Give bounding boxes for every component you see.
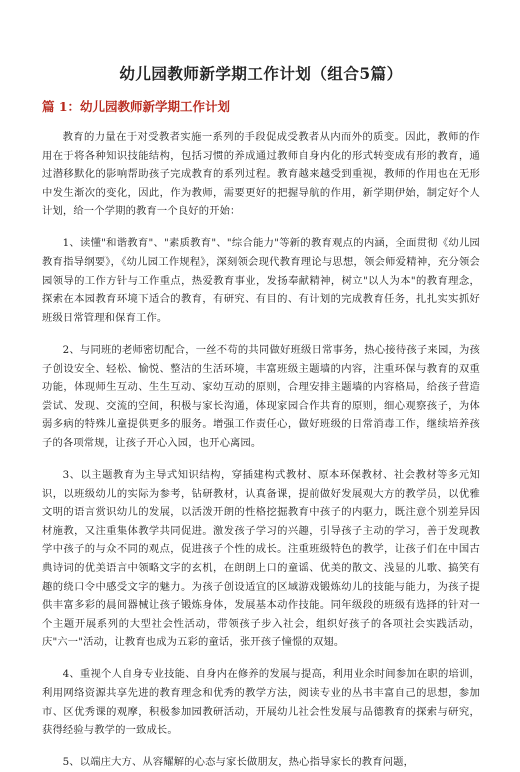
paragraph-item-1: 1、读懂"和谐教育"、"素质教育"、"综合能力"等新的教育观点的内涵，全面贯彻《幼儿园教育指导纲要》，《幼儿园工作规程》，深刻领会现代教育理论与思想，领会师爱精神，充分领会园领导的工作方针与工作重点，热爱教育事业，发扬奉献精神，树立"以人为本"的教育理念，探索在本园教育环境下适合的教育，有研究、有目的、有计划的完成教育任务，扎扎实实抓好班级日常管理和保育工作。 xyxy=(42,237,480,324)
paragraph-item-4: 4、重视个人自身专业技能、自身内在修养的发展与提高，利用业余时间参加在职的培训，利用网络资源共享先进的教育理念和优秀的教学方法，阅读专业的丛书丰富自己的思想，参加市、区优秀课的观摩，积极参加园教研活动，开展幼儿社会性发展与品德教育的探索与研究，获得经验与教学的一致成长。 xyxy=(42,668,480,737)
paragraph-item-5: 5、以端庄大方、从容耀解的心态与家长做朋友，热心指导家长的教育问题， xyxy=(62,756,415,769)
intro-paragraph: 教育的力量在于对受教者实施一系列的手段促成受教者从内而外的质变。因此，教师的作用在于将各种知识技能结构，包括习惯的养成通过教师自身内化的形式转变成有形的教育，通过潜移默化的影响帮助孩子完成教育的系列过程。教育越来越受到重视，教师的作用也在无形中发生渐次的变化，因此，作为教师，需要更好的把握导航的作用，新学期伊始，制定好个人计划，给一个学期的教育一个良好的开始： xyxy=(42,131,480,218)
paragraph-item-3: 3、以主题教育为主导式知识结构，穿插建构式教材、原本环保教材、社会教材等多元知识，以班级幼儿的实际为参考，钻研教材，认真备课，提前做好发展观大方的教学员，以优雅文明的语言赏识幼儿的发展，以活泼开朗的性格挖掘教育中孩子的内驱力，既注意个别差异因材施教，又注重集体教学共同促进。激发孩子学习的兴趣，引导孩子主动的学习，善于发现教学中孩子的与众不同的观点，促进孩子个性的成长。注重班级特色的教学，让孩子们在中国古典诗词的优美语言中领略文字的玄机，在朗朗上口的童谣、优美的散文、浅显的儿歌、搞笑有趣的绕口令中感受文字的魅力。为孩子创设适宜的区域游戏锻炼幼儿的技能与能力，为孩子提供丰富多彩的晨间器械让孩子锻炼身体，发展基本动作技能。同年级段的班级有选择的针对一个主题开展系列的大型社会性活动，带领孩子步入社会，组织好孩子的各项社会实践活动，庆"六一"活动，让教育也成为五彩的童话，张开孩子憧憬的双翅。 xyxy=(42,469,480,649)
paragraph-item-2: 2、与同班的老师密切配合，一丝不苟的共同做好班级日常事务，热心接待孩子来园，为孩子创设安全、轻松、愉悦、整洁的生活环境，丰富班级主题墙的内容，注重环保与教育的双重功能，体现师生互动、生生互动、家幼互动的原则，合理安排主题墙的内容格局，给孩子营造尝试、发现、交流的空间，积极与家长沟通，体现家园合作共育的原则，细心观察孩子，为体弱多病的特殊儿童提供更多的服务。增强工作责任心，做好班级的日常消毒工作，继续培养孩子的各项常规，让孩子开心入园，也开心离园。 xyxy=(42,343,480,449)
section-heading: 篇 1：幼儿园教师新学期工作计划 xyxy=(42,99,231,114)
document-title: 幼儿园教师新学期工作计划（组合5篇） xyxy=(119,64,403,83)
